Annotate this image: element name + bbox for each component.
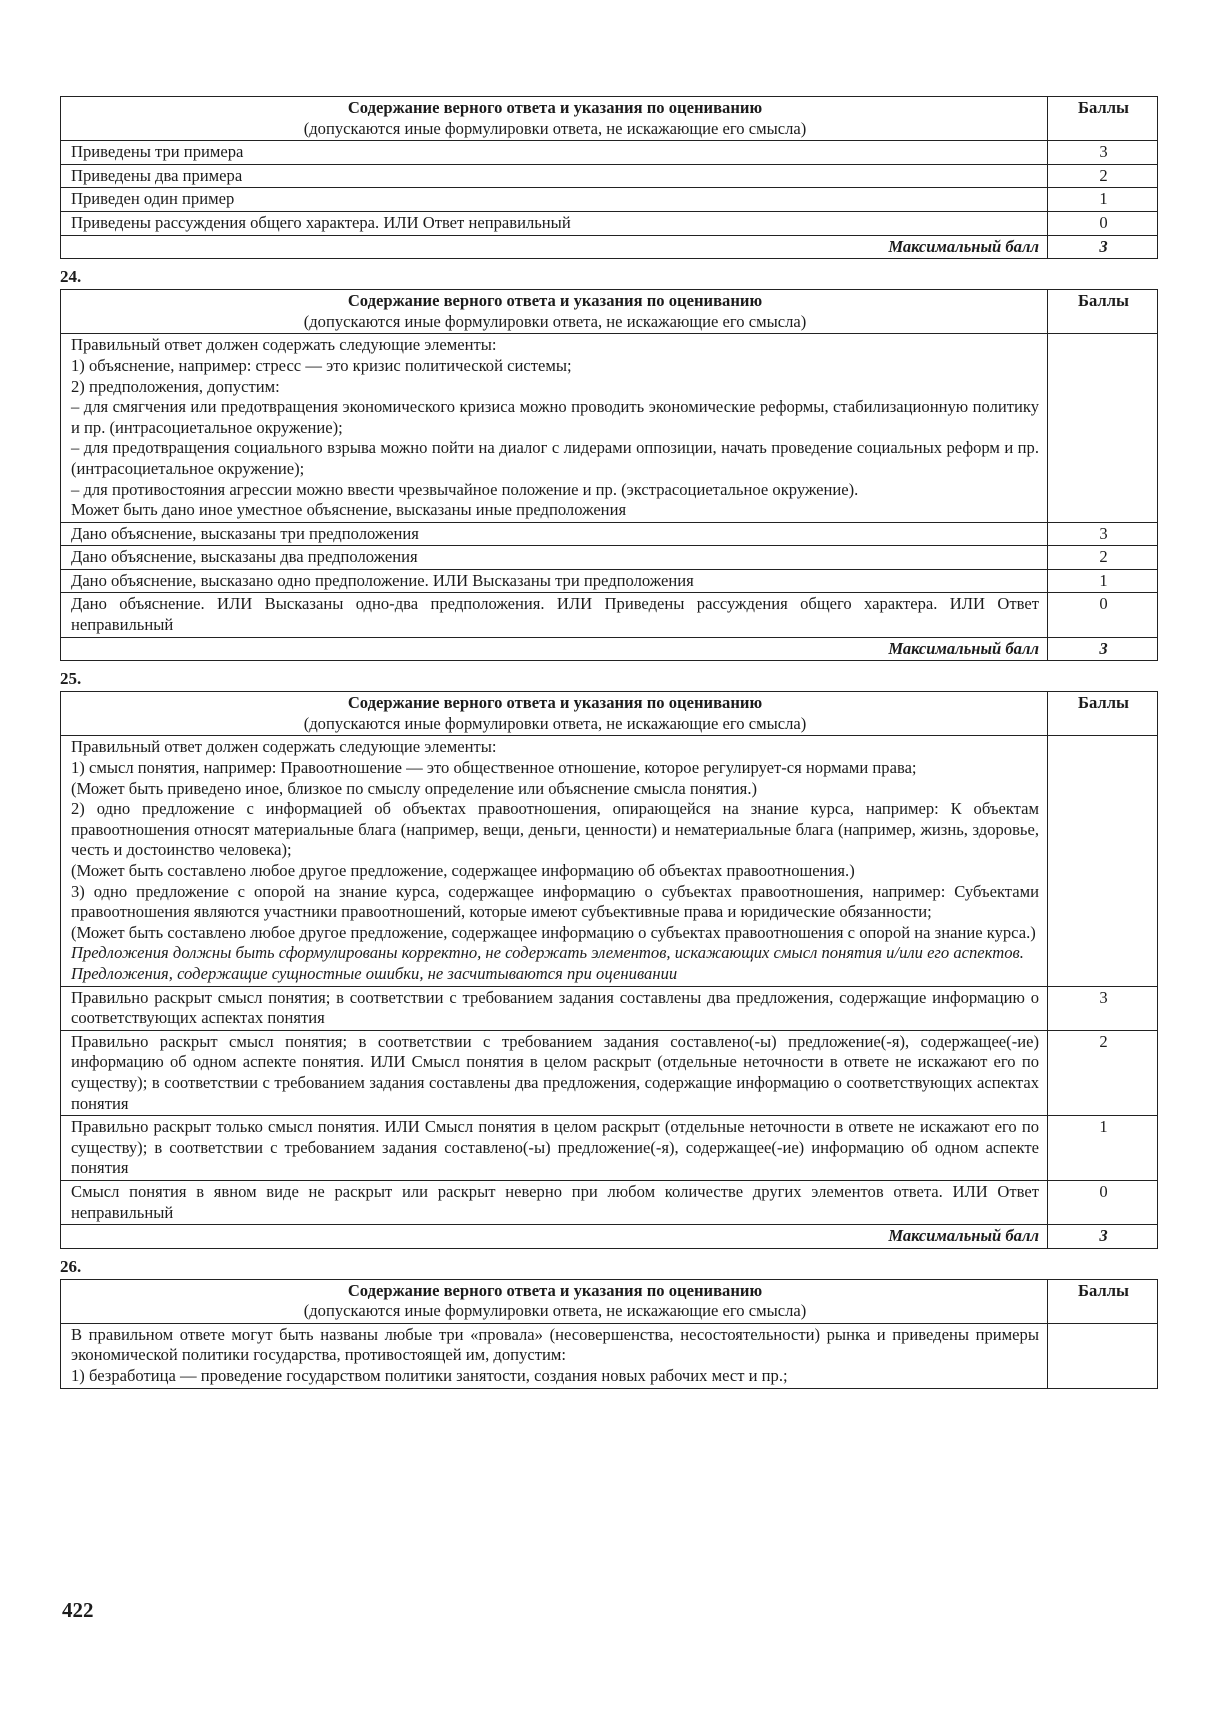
empty-score-cell [1048,1323,1158,1388]
answer-key-page [60,96,1158,1389]
header-score: Баллы [1048,97,1158,141]
max-score-value: 3 [1048,1225,1158,1249]
header-title: Содержание верного ответа и указания по оцениванию [347,98,763,117]
max-score-label: Максимальный балл [61,1225,1048,1249]
max-score-value: 3 [1048,235,1158,259]
criterion-text: Дано объяснение, высказано одно предположение. ИЛИ Высказаны три предположения [61,569,1048,593]
task24-number: 24. [60,267,82,287]
table-row [61,569,1158,593]
task24-table [60,289,1158,661]
header-criteria [61,692,1048,736]
criterion-score: 2 [1048,164,1158,188]
criterion-score: 0 [1048,211,1158,235]
max-score-row [61,235,1158,259]
criterion-text: Дано объяснение, высказаны три предположения [61,522,1048,546]
task25-table [60,691,1158,1248]
table-row [61,986,1158,1030]
header-criteria [61,290,1048,334]
table-header-row [61,692,1158,736]
criterion-score: 3 [1048,522,1158,546]
criterion-text: Приведен один пример [61,188,1048,212]
answer-content [61,334,1048,522]
criterion-score: 3 [1048,141,1158,165]
task26-table [60,1279,1158,1389]
table-row [61,141,1158,165]
header-criteria [61,97,1048,141]
answer-content-row [61,736,1158,986]
answer-line: 1) безработица — проведение государством политики занятости, создания новых рабочих мест и пр.; [71,1366,788,1386]
answer-line: (Может быть составлено любое другое предложение, содержащее информацию о субъектах правоотношения с опорой на знание курса.) [71,922,1036,942]
criterion-text: Приведены три примера [61,141,1048,165]
table-row [61,164,1158,188]
criterion-score: 2 [1048,546,1158,570]
empty-score-cell [1048,736,1158,986]
answer-line: 1) смысл понятия, например: Правоотношение — это общественное отношение, которое регулирует-ся нормами права; [71,758,917,778]
table-row [61,1030,1158,1115]
answer-line: В правильном ответе могут быть названы любые три «провала» (несовершенства, несостоятельности) рынка и приведены примеры экономической политики государства, противостоящей им, допустим: [71,1324,1039,1365]
header-score: Баллы [1048,692,1158,736]
task26-number: 26. [60,1256,82,1276]
answer-line: 2) предположения, допустим: [71,376,280,396]
answer-content-row [61,1323,1158,1388]
italic-note: Предложения, содержащие сущностные ошибки, не засчитываются при оценивании [71,963,678,983]
answer-line: Может быть дано иное уместное объяснение, высказаны иные предположения [71,500,627,520]
criterion-text: Дано объяснение. ИЛИ Высказаны одно-два предположения. ИЛИ Приведены рассуждения общего характера. ИЛИ Ответ неправильный [61,593,1048,637]
max-score-row [61,1225,1158,1249]
table-row [61,1116,1158,1181]
header-score: Баллы [1048,1279,1158,1323]
criterion-text: Приведены рассуждения общего характера. ИЛИ Ответ неправильный [61,211,1048,235]
table-header-row [61,290,1158,334]
header-title: Содержание верного ответа и указания по оцениванию [347,1280,763,1300]
max-score-value: 3 [1048,637,1158,661]
criterion-text: Приведены два примера [61,164,1048,188]
max-score-label: Максимальный балл [61,235,1048,259]
answer-line: (Может быть приведено иное, близкое по смыслу определение или объяснение смысла понятия.) [71,778,757,798]
max-score-label: Максимальный балл [61,637,1048,661]
task23-table [60,96,1158,259]
answer-line: – для смягчения или предотвращения экономического кризиса можно проводить экономические реформы, стабилизационную политику и пр. (интрасоциетальное окружение); [71,397,1039,437]
criterion-score: 1 [1048,188,1158,212]
criterion-text: Дано объяснение, высказаны два предположения [61,546,1048,570]
criterion-score: 2 [1048,1030,1158,1115]
criterion-score: 1 [1048,569,1158,593]
header-subtitle: (допускаются иные формулировки ответа, не искажающие его смысла) [303,1301,807,1321]
table-row [61,593,1158,637]
page-number: 422 [62,1598,94,1622]
header-title: Содержание верного ответа и указания по оцениванию [347,291,763,311]
italic-note: Предложения должны быть сформулированы корректно, не содержать элементов, искажающих смысл понятия и/или его аспектов. [71,943,1024,963]
answer-content [61,736,1048,986]
criterion-text: Правильно раскрыт смысл понятия; в соответствии с требованием задания составлено(-ы) предложение(-я), содержащее(-ие) информацию об одном аспекте понятия. ИЛИ Смысл понятия в целом раскрыт (отдельные неточности в ответе не искажают его по существу); в соответствии с требованием задания составлены два предложения, содержащие информацию о соответствующих аспектах понятия [61,1030,1048,1115]
header-subtitle: (допускаются иные формулировки ответа, не искажающие его смысла) [303,713,807,733]
answer-line: – для противостояния агрессии можно ввести чрезвычайное положение и пр. (экстрасоциетальное окружение). [71,479,859,499]
header-subtitle: (допускаются иные формулировки ответа, не искажающие его смысла) [303,118,807,138]
header-title: Содержание верного ответа и указания по оцениванию [347,693,763,713]
answer-line: – для предотвращения социального взрыва можно пойти на диалог с лидерами оппозиции, начать проведение социальных реформ и пр. (интрасоциетальное окружение); [71,438,1039,478]
answer-line: 1) объяснение, например: стресс — это кризис политической системы; [71,355,572,375]
criterion-score: 0 [1048,593,1158,637]
answer-content-row [61,334,1158,522]
table-row [61,522,1158,546]
criterion-score: 1 [1048,1116,1158,1181]
answer-line: 2) одно предложение с информацией об объектах правоотношения, опирающейся на знание курса, например: К объектам правоотношения относят материальные блага (например, вещи, деньги, ценности) и нематериальные блага (например, жизнь, здоровье, честь и достоинство человека); [71,799,1039,860]
criterion-text: Смысл понятия в явном виде не раскрыт или раскрыт неверно при любом количестве других элементов ответа. ИЛИ Ответ неправильный [61,1180,1048,1224]
answer-line: Правильный ответ должен содержать следующие элементы: [71,335,497,355]
criterion-text: Правильно раскрыт только смысл понятия. ИЛИ Смысл понятия в целом раскрыт (отдельные неточности в ответе не искажают его по существу); в соответствии с требованием задания составлено(-ы) предложение(-я), содержащее(-ие) информацию об одном аспекте понятия [61,1116,1048,1181]
answer-line: Правильный ответ должен содержать следующие элементы: [71,737,497,757]
answer-line: (Может быть составлено любое другое предложение, содержащее информацию об объектах правоотношения.) [71,861,855,880]
max-score-row [61,637,1158,661]
table-row [61,188,1158,212]
table-row [61,546,1158,570]
table-row [61,211,1158,235]
answer-content [61,1323,1048,1388]
header-subtitle: (допускаются иные формулировки ответа, не искажающие его смысла) [303,311,807,331]
header-criteria [61,1279,1048,1323]
task25-number: 25. [60,669,82,689]
criterion-score: 0 [1048,1180,1158,1224]
header-score: Баллы [1048,290,1158,334]
answer-line: 3) одно предложение с опорой на знание курса, содержащее информацию о субъектах правоотношения, например: Субъектами правоотношения являются участники правоотношений, которые имеют субъективные права и юридические обязанности; [71,881,1039,922]
table-header-row [61,1279,1158,1323]
empty-score-cell [1048,334,1158,522]
table-row [61,1180,1158,1224]
criterion-score: 3 [1048,986,1158,1030]
criterion-text: Правильно раскрыт смысл понятия; в соответствии с требованием задания составлены два предложения, содержащие информацию о соответствующих аспектах понятия [61,986,1048,1030]
table-header-row [61,97,1158,141]
